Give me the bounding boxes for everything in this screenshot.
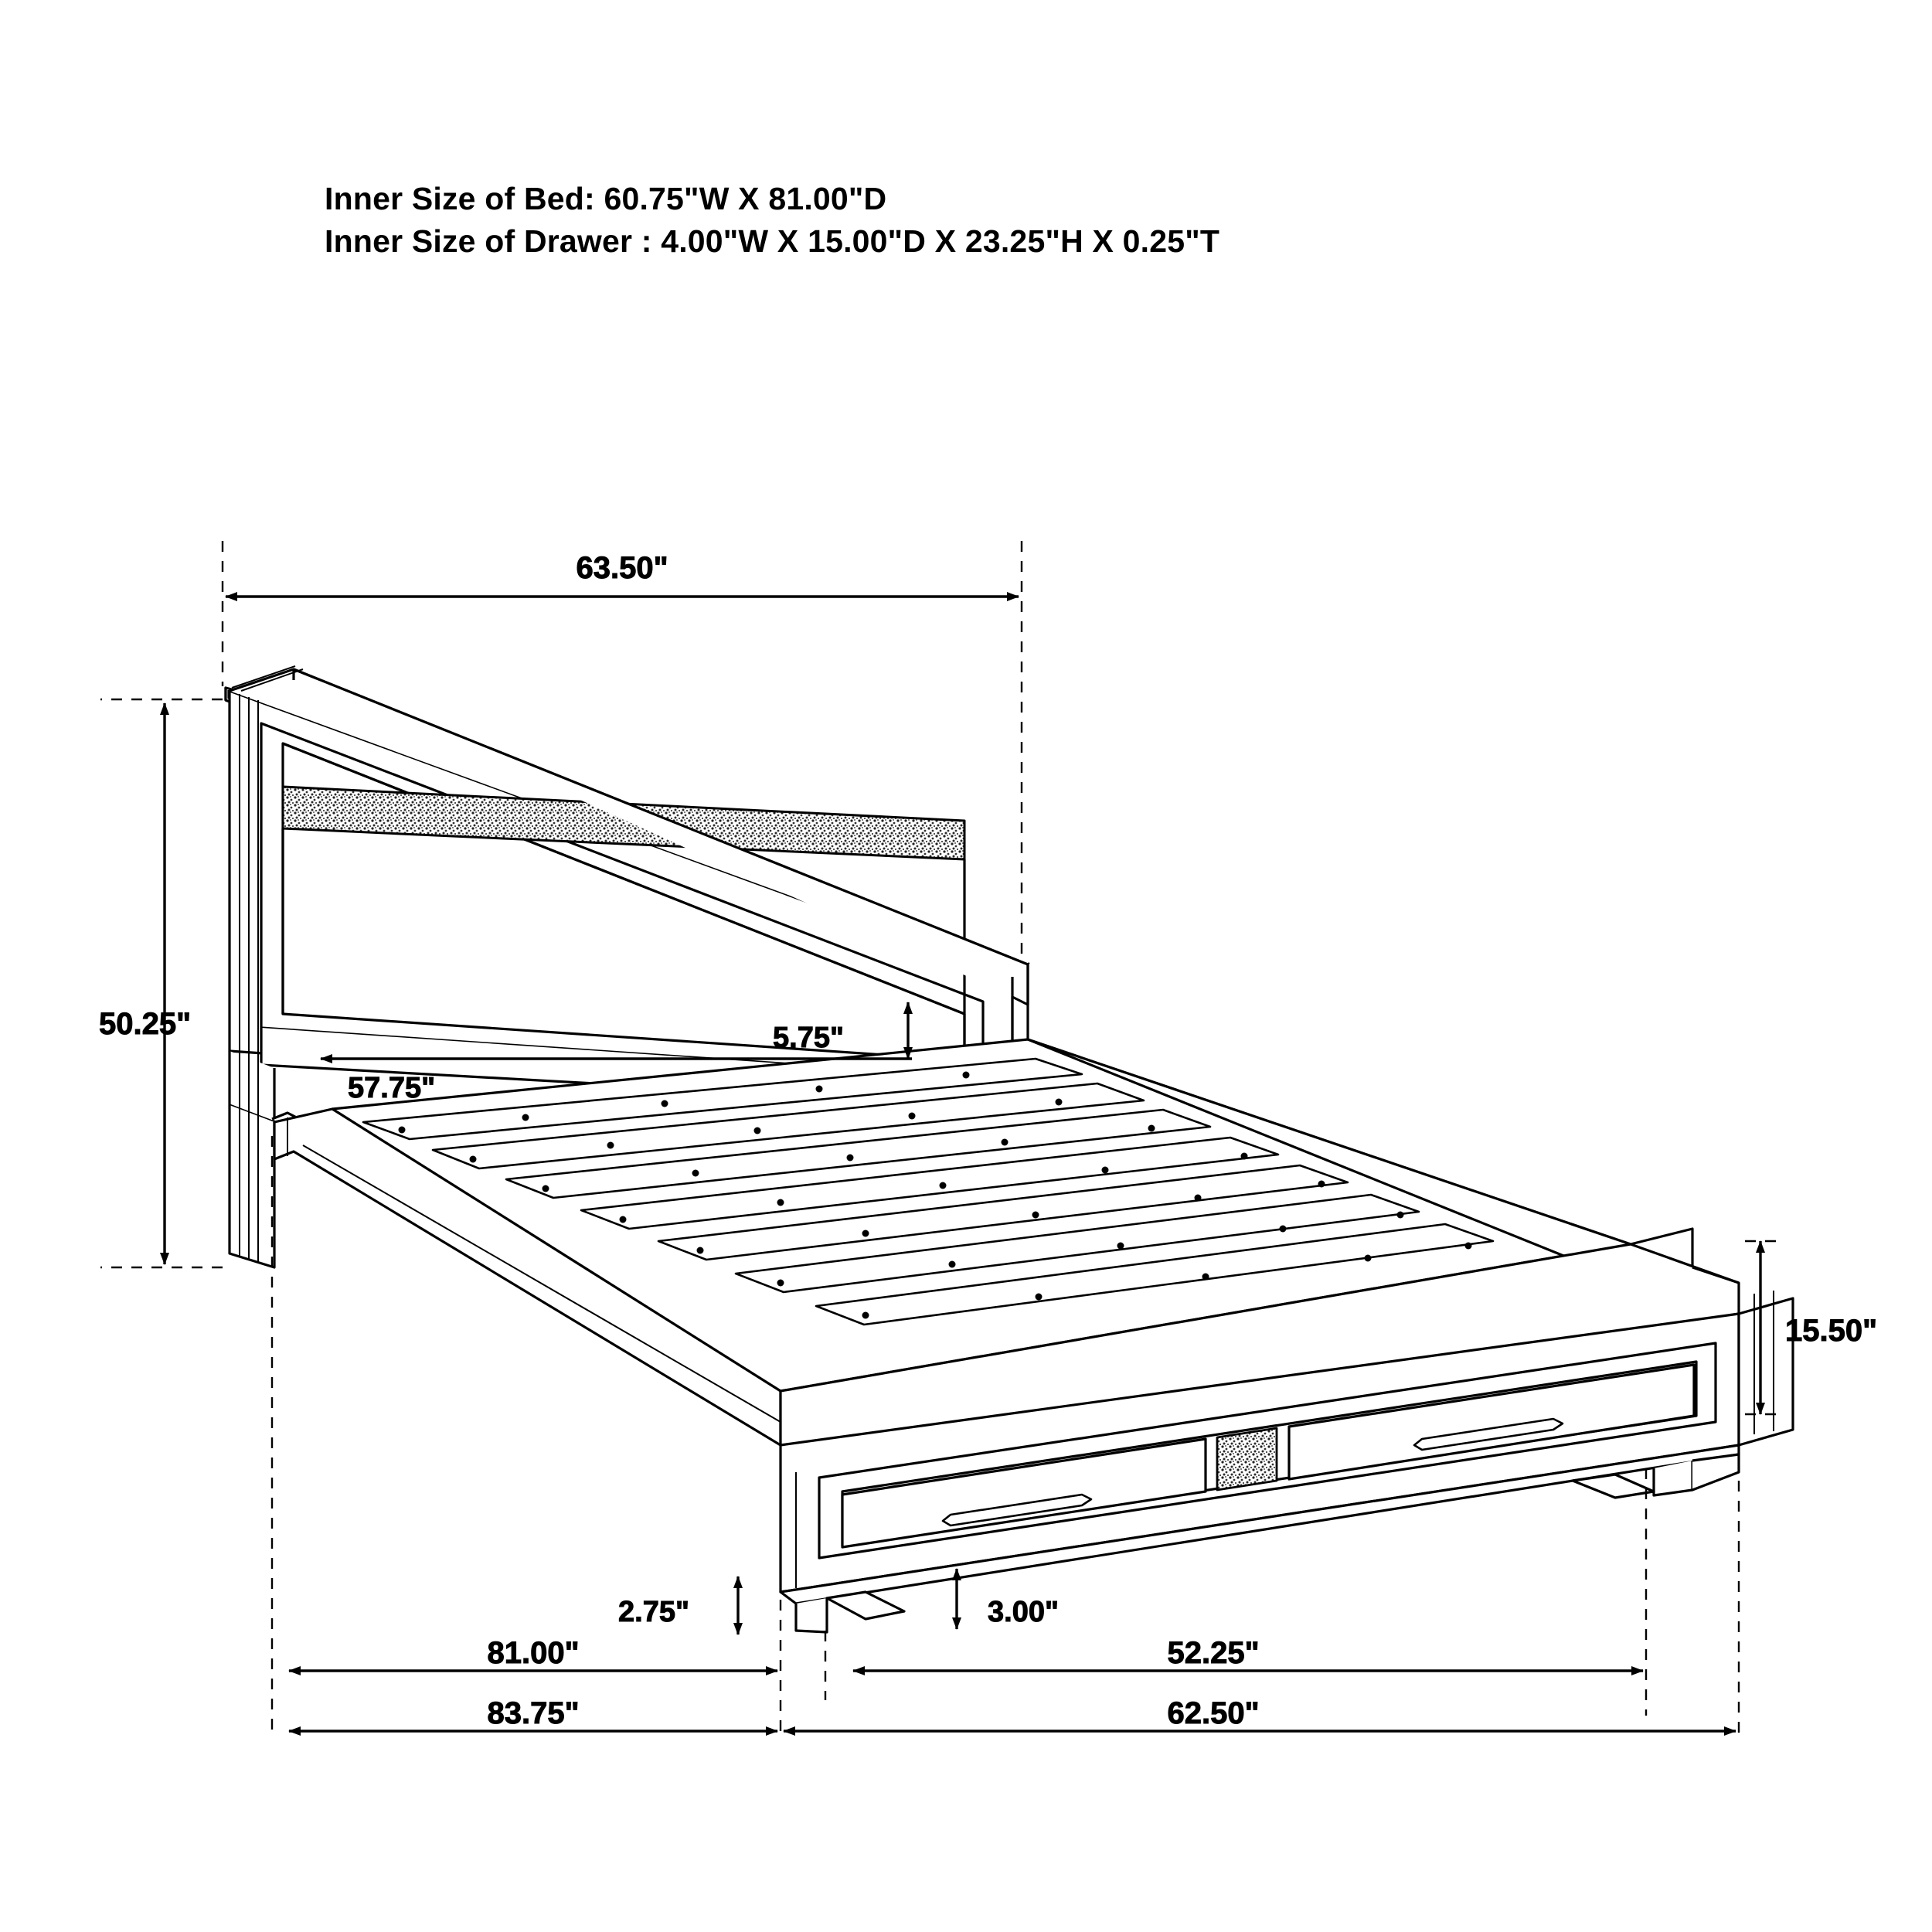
dim-label-footboard-height: 15.50": [1785, 1314, 1878, 1348]
dim-label-overall-height: 50.25": [99, 1007, 192, 1041]
dim-label-headboard-to-rail: 5.75": [773, 1022, 844, 1054]
dim-label-headboard-inner-width: 57.75": [348, 1072, 436, 1104]
dim-label-footboard-overall-width: 62.50": [1167, 1696, 1260, 1730]
bed-illustration: [226, 666, 1793, 1632]
dim-label-leg-height: 3.00": [988, 1596, 1059, 1628]
dim-label-bed-overall-depth: 83.75": [487, 1696, 580, 1730]
dim-label-footboard-clearance: 2.75": [618, 1596, 689, 1628]
note-inner-size-bed: Inner Size of Bed: 60.75"W X 81.00"D: [325, 181, 887, 216]
note-inner-size-drawer: Inner Size of Drawer : 4.00"W X 15.00"D X 23.25"H X 0.25"T: [325, 223, 1220, 260]
dim-label-footboard-inner-width: 52.25": [1167, 1636, 1260, 1670]
dim-label-headboard-width: 63.50": [576, 551, 668, 585]
dim-label-bed-inner-depth: 81.00": [487, 1636, 580, 1670]
